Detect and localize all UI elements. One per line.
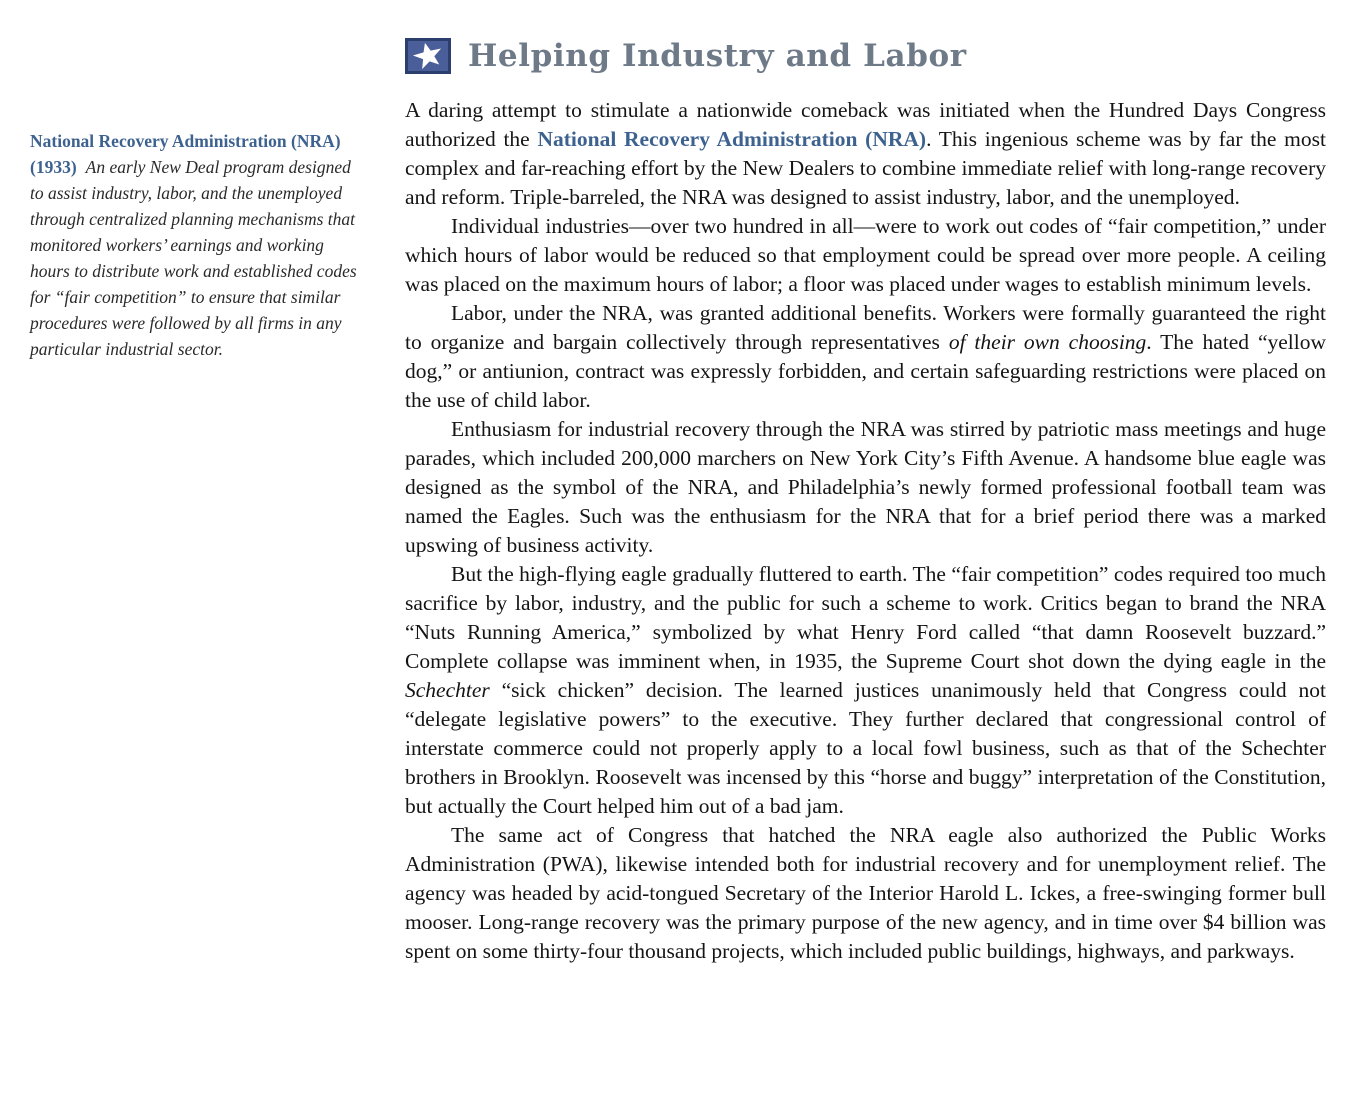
paragraph-segment: Individual industries—over two hundred in all—were to work out codes of “fair competition,” under which hours of labor would be reduced so that employment could be spread over more people. A ceiling was placed on the maximum hours of labor; a floor was placed under wages to establish minimum levels. — [405, 214, 1326, 296]
body-paragraphs — [405, 96, 1326, 966]
paragraph-segment: “sick chicken” decision. The learned justices unanimously held that Congress could not “delegate legislative powers” to the executive. They further declared that congressional control of interstate commerce could not properly apply to a local fowl business, such as that of the Schechter brothers in Brooklyn. Roosevelt was incensed by this “horse and buggy” interpretation of the Constitution, but actually the Court helped him out of a bad jam. — [405, 678, 1326, 818]
paragraph-segment: . This ingenious scheme was by far the most complex and far-reaching effort by the New Dealers to combine immediate relief with long-range recovery and reform. Triple-barreled, the NRA was designed to assist industry, labor, and the unemployed. — [405, 127, 1326, 209]
section-header — [405, 38, 967, 74]
paragraph — [405, 560, 1326, 821]
margin-note — [30, 128, 366, 362]
margin-note-term: National Recovery Administration (NRA) (1933) — [30, 131, 341, 177]
paragraph-segment: But the high-flying eagle gradually fluttered to earth. The “fair competition” codes required too much sacrifice by labor, industry, and the public for such a scheme to work. Critics began to brand the NRA “Nuts Running America,” symbolized by what Henry Ford called “that damn Roosevelt buzzard.” Complete collapse was imminent when, in 1935, the Supreme Court shot down the dying eagle in the — [405, 562, 1326, 673]
paragraph-segment: Labor, under the NRA, was granted additional benefits. Workers were formally guaranteed the right to organize and bargain collectively through representatives — [405, 301, 1326, 354]
paragraph — [405, 415, 1326, 560]
paragraph — [405, 96, 1326, 212]
paragraph-segment: Enthusiasm for industrial recovery through the NRA was stirred by patriotic mass meetings and huge parades, which included 200,000 marchers on New York City’s Fifth Avenue. A handsome blue eagle was designed as the symbol of the NRA, and Philadelphia’s newly formed professional football team was named the Eagles. Such was the enthusiasm for the NRA that for a brief period there was a marked upswing of business activity. — [405, 417, 1326, 557]
section-title: Helping Industry and Labor — [468, 38, 967, 74]
paragraph — [405, 212, 1326, 299]
paragraph-segment: A daring attempt to stimulate a nationwide comeback was initiated when the Hundred Days Congress authorized the — [405, 98, 1326, 151]
paragraph — [405, 821, 1326, 966]
margin-note-definition: An early New Deal program designed to assist industry, labor, and the unemployed through centralized planning mechanisms that monitored workers’ earnings and working hours to distribute work and established codes for “fair competition” to ensure that similar procedures were followed by all firms in any particular industrial sector. — [30, 157, 357, 359]
paragraph-segment: National Recovery Administration (NRA) — [537, 127, 927, 151]
paragraph-segment: . The hated “yellow dog,” or antiunion, contract was expressly forbidden, and certain safeguarding restrictions were placed on the use of child labor. — [405, 330, 1326, 412]
paragraph-segment: The same act of Congress that hatched the NRA eagle also authorized the Public Works Administration (PWA), likewise intended both for industrial recovery and for unemployment relief. The agency was headed by acid-tongued Secretary of the Interior Harold L. Ickes, a free-swinging former bull mooser. Long-range recovery was the primary purpose of the new agency, and in time over $4 billion was spent on some thirty-four thousand projects, which included public buildings, highways, and parkways. — [405, 823, 1326, 963]
star-icon — [405, 38, 451, 74]
paragraph — [405, 299, 1326, 415]
paragraph-segment: Schechter — [405, 678, 490, 702]
paragraph-segment: of their own choosing — [948, 330, 1147, 354]
